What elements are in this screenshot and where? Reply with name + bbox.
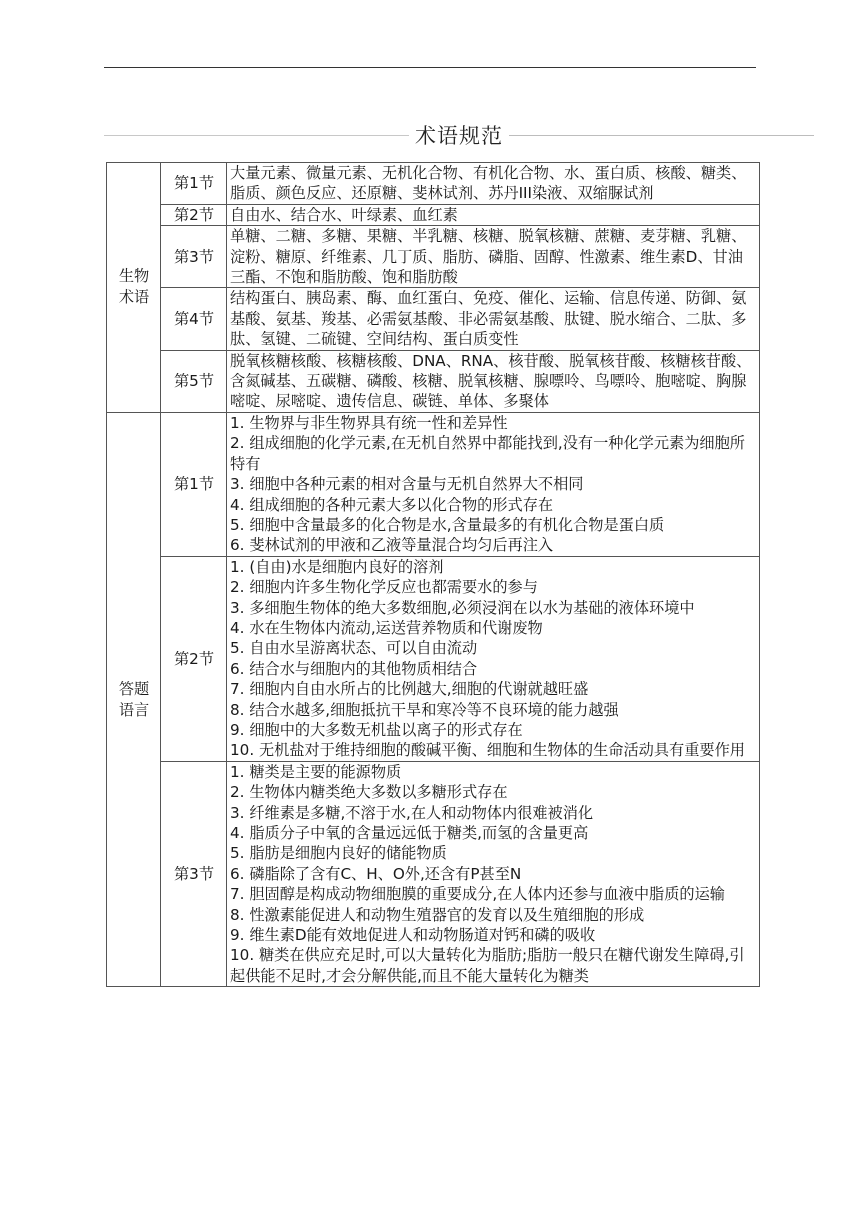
section-content	[227, 226, 760, 288]
answer-statement: 6. 磷脂除了含有C、H、O外,还含有P甚至N	[230, 864, 522, 883]
section-label: 第2节	[161, 204, 227, 225]
section-content	[227, 204, 760, 225]
section-content	[227, 412, 760, 556]
page-title: 术语规范	[415, 124, 503, 148]
answer-statement: 4. 水在生物体内流动,运送营养物质和代谢废物	[230, 618, 543, 637]
section-content	[227, 288, 760, 350]
table-row	[107, 226, 760, 288]
answer-statement: 4. 组成细胞的各种元素大多以化合物的形式存在	[230, 495, 554, 514]
category-cell	[107, 412, 161, 986]
section-label: 第2节	[161, 556, 227, 761]
section-label: 第3节	[161, 761, 227, 986]
answer-statement: 1. 糖类是主要的能源物质	[230, 762, 402, 781]
section-content	[227, 761, 760, 986]
category-label: 答题 语言	[118, 679, 150, 719]
section-label: 第3节	[161, 226, 227, 288]
section-content	[227, 556, 760, 761]
answer-statement: 10. 糖类在供应充足时,可以大量转化为脂肪;脂肪一般只在糖代谢发生障碍,引起供能不足时,才会分解供能,而且不能大量转化为糖类	[230, 946, 745, 985]
category-label: 生物 术语	[118, 267, 150, 307]
table-row	[107, 350, 760, 412]
table-row	[107, 412, 760, 556]
section-label: 第5节	[161, 350, 227, 412]
section-content	[227, 350, 760, 412]
answer-statement: 7. 细胞内自由水所占的比例越大,细胞的代谢就越旺盛	[230, 680, 589, 699]
answer-statement: 2. 细胞内许多生物化学反应也都需要水的参与	[230, 578, 538, 597]
section-label: 第1节	[161, 412, 227, 556]
table-row	[107, 163, 760, 205]
answer-statement: 1. (自由)水是细胞内良好的溶剂	[230, 557, 444, 576]
title-line-left	[104, 135, 409, 136]
section-content	[227, 163, 760, 205]
terminology-table	[106, 162, 760, 987]
answer-statement: 3. 纤维素是多糖,不溶于水,在人和动物体内很难被消化	[230, 803, 594, 822]
answer-statement: 5. 细胞中含量最多的化合物是水,含量最多的有机化合物是蛋白质	[230, 515, 665, 534]
answer-statement: 3. 多细胞生物体的绝大多数细胞,必须浸润在以水为基础的液体环境中	[230, 598, 695, 617]
table-row	[107, 556, 760, 761]
term-list: 单糖、二糖、多糖、果糖、半乳糖、核糖、脱氧核糖、蔗糖、麦芽糖、乳糖、淀粉、糖原、纤维素、几丁质、脂肪、磷脂、固醇、性激素、维生素D、甘油三酯、不饱和脂肪酸、饱和脂肪酸	[230, 227, 747, 287]
answer-statement: 10. 无机盐对于维持细胞的酸碱平衡、细胞和生物体的生命活动具有重要作用	[230, 741, 745, 760]
answer-statement: 4. 脂质分子中氧的含量远远低于糖类,而氢的含量更高	[230, 824, 589, 842]
term-list: 大量元素、微量元素、无机化合物、有机化合物、水、蛋白质、核酸、糖类、脂质、颜色反应、还原糖、斐林试剂、苏丹III染液、双缩脲试剂	[230, 164, 747, 203]
title-row	[104, 118, 814, 152]
answer-statement: 5. 自由水呈游离状态、可以自由流动	[230, 639, 478, 658]
table-row	[107, 204, 760, 225]
answer-statement: 9. 维生素D能有效地促进人和动物肠道对钙和磷的吸收	[230, 926, 596, 945]
term-list: 结构蛋白、胰岛素、酶、血红蛋白、免疫、催化、运输、信息传递、防御、氨基酸、氨基、羧基、必需氨基酸、非必需氨基酸、肽键、脱水缩合、二肽、多肽、氢键、二硫键、空间结构、蛋白质变性	[230, 289, 747, 349]
term-list: 脱氧核糖核酸、核糖核酸、DNA、RNA、核苷酸、脱氧核苷酸、核糖核苷酸、含氮碱基、五碳糖、磷酸、核糖、脱氧核糖、腺嘌呤、鸟嘌呤、胞嘧啶、胸腺嘧啶、尿嘧啶、遗传信息、碳链、单体、多聚体	[230, 351, 752, 411]
answer-statement: 2. 组成细胞的化学元素,在无机自然界中都能找到,没有一种化学元素为细胞所特有	[230, 434, 745, 473]
answer-statement: 7. 胆固醇是构成动物细胞膜的重要成分,在人体内还参与血液中脂质的运输	[230, 885, 725, 904]
answer-statement: 6. 斐林试剂的甲液和乙液等量混合均匀后再注入	[230, 536, 554, 555]
answer-statement: 9. 细胞中的大多数无机盐以离子的形式存在	[230, 720, 523, 739]
title-line-right	[509, 135, 814, 136]
answer-statement: 8. 结合水越多,细胞抵抗干旱和寒冷等不良环境的能力越强	[230, 700, 619, 719]
category-cell	[107, 163, 161, 413]
answer-statement: 8. 性激素能促进人和动物生殖器官的发育以及生殖细胞的形成	[230, 905, 645, 924]
table-row	[107, 288, 760, 350]
answer-statement: 5. 脂肪是细胞内良好的储能物质	[230, 844, 447, 863]
table-row	[107, 761, 760, 986]
answer-statement: 3. 细胞中各种元素的相对含量与无机自然界大不相同	[230, 475, 584, 494]
term-list: 自由水、结合水、叶绿素、血红素	[230, 205, 458, 224]
answer-statement: 1. 生物界与非生物界具有统一性和差异性	[230, 413, 508, 432]
answer-statement: 6. 结合水与细胞内的其他物质相结合	[230, 659, 478, 678]
section-label: 第4节	[161, 288, 227, 350]
section-label: 第1节	[161, 163, 227, 205]
header-rule	[104, 67, 756, 68]
answer-statement: 2. 生物体内糖类绝大多数以多糖形式存在	[230, 783, 508, 802]
